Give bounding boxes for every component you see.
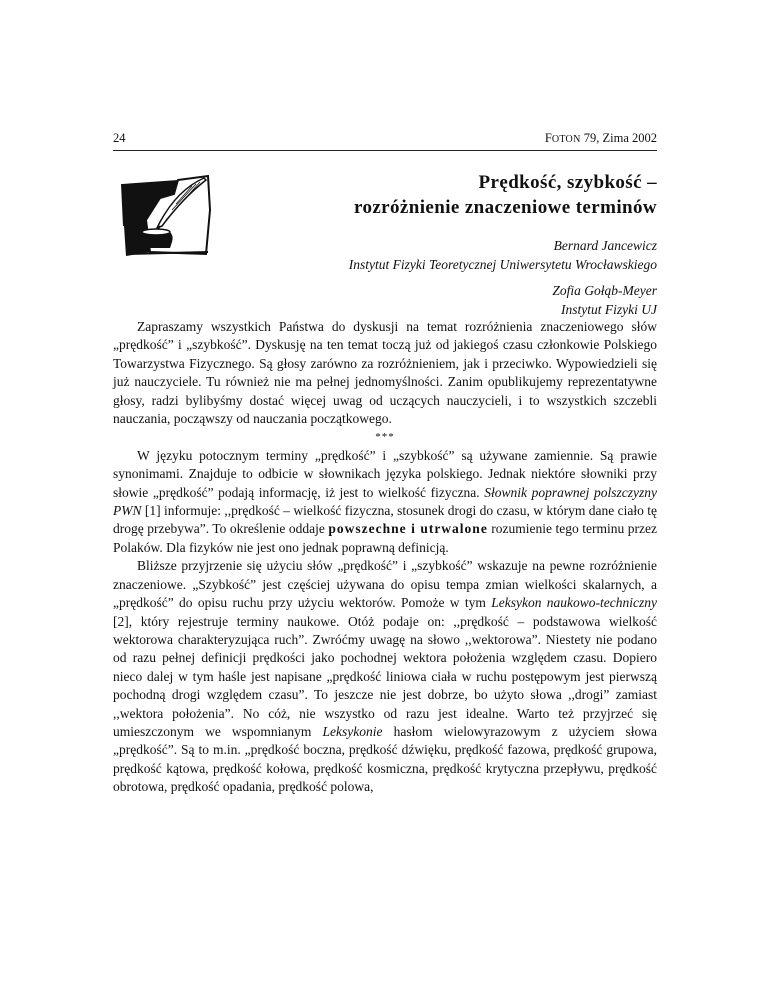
journal-issue (545, 130, 657, 148)
p2-text-a: W języku potocznym terminy „prędkość” i „szybkość” są używane zamiennie. Są prawie synonimami. Znajduje to odbicie w słownikach języka polskiego. Jednak niektóre słowniki przy słowie „prędkość” podają informację, iż jest to wielkość fizyczna. (113, 447, 657, 500)
journal-prefix: F (544, 131, 552, 145)
p3-text-c: hasłom wielowyrazowym z użyciem słowa „prędkość”. Są to m.in. „prędkość boczna, prędkość dźwięku, prędkość fazowa, prędkość grupowa, prędkość kątowa, prędkość kołowa, prędkość kosmiczna, prędkość krytyczna przepływu, prędkość obrotowa, prędkość opadania, prędkość polowa, (113, 723, 658, 795)
paragraph-intro: Zapraszamy wszystkich Państwa do dyskusji na temat rozróżnienia znaczeniowego słów „prędkość” i „szybkość”. Dyskusję na ten temat toczą już od jakiegoś czasu członkowie Polskiego Towarzystwa Fizycznego. Są głosy zarówno za rozróżnieniem, jak i przeciwko. Wypowiedzieli się już nauczyciele. Tu również nie ma pełnej jednomyślności. Zanim opublikujemy reprezentatywne głosy, radzi bylibyśmy dostać więcej uwag od uczących nauczycieli, i to wszystkich szczebli nauczania, począwszy od nauczania początkowego. (113, 319, 657, 427)
p3-lexicon-title: Leksykon naukowo-techniczny (491, 595, 657, 611)
author-1: Bernard Jancewicz (553, 238, 657, 253)
journal-rest: 79, Zima 2002 (580, 131, 657, 145)
paragraph-3 (113, 557, 657, 796)
p2-emphasis: powszechne i utrwalone (328, 521, 488, 537)
affiliation-2: Instytut Fizyki UJ (561, 302, 657, 317)
p2-text-b: [1] informuje: ,,prędkość – wielkość fizyczna, stosunek drogi do czasu, w którym dane ciało tę drogę przebywa”. To określenie oddaje (113, 503, 657, 537)
p3-lexicon-short: Leksykonie (322, 723, 383, 739)
section-separator: *** (375, 431, 395, 444)
header-rule (113, 150, 657, 151)
journal-smallcaps: OTON (551, 134, 581, 145)
title-line-1: Prędkość, szybkość – (478, 172, 657, 193)
article-body (113, 318, 657, 797)
paragraph-2 (113, 447, 657, 557)
affiliation-1: Instytut Fizyki Teoretycznej Uniwersytetu Wrocławskiego (348, 257, 657, 272)
p3-text-a: Bliższe przyjrzenie się użyciu słów „prędkość” i „szybkość” wskazuje na pewne rozróżnienie znaczeniowe. „Szybkość” jest częściej używana do opisu tempa zmian wielkości skalarnych, a „prędkość” do opisu ruchu przy użyciu wektorów. Pomoże w tym (113, 558, 657, 611)
author-2: Zofia Gołąb-Meyer (552, 283, 657, 298)
page-number: 24 (113, 131, 126, 145)
p2-dictionary-title: Słownik poprawnej polszczyzny PWN (113, 484, 657, 519)
quill-inkwell-icon (116, 170, 216, 260)
article-title (220, 170, 657, 220)
title-line-2: rozróżnienie znaczeniowe terminów (353, 197, 657, 218)
p3-text-b: [2], który rejestruje terminy naukowe. Otóż podaje on: ,,prędkość – podstawowa wielkość wektorowa charakteryzująca ruch”. Zwróćmy uwagę na słowo ,,wektorowa”. Niestety nie podano od razu pełnej definicji prędkości jako pochodnej wektora położenia względem czasu. Dopiero nieco dalej w tym haśle jest napisane „prędkość liniowa ciała w ruchu postępowym jest pierwszą pochodną drogi względem czasu”. To jeszcze nie jest dobrze, bo użyto słowa ,,drogi” zamiast ,,wektora położenia”. No cóż, nie wszystko od razu jest idealne. Warto też przyjrzeć się umieszczonym we wspomnianym (113, 613, 657, 739)
p2-text-c: rozumienie tego terminu przez Polaków. Dla fizyków nie jest ono jednak poprawną definicją. (113, 521, 657, 555)
